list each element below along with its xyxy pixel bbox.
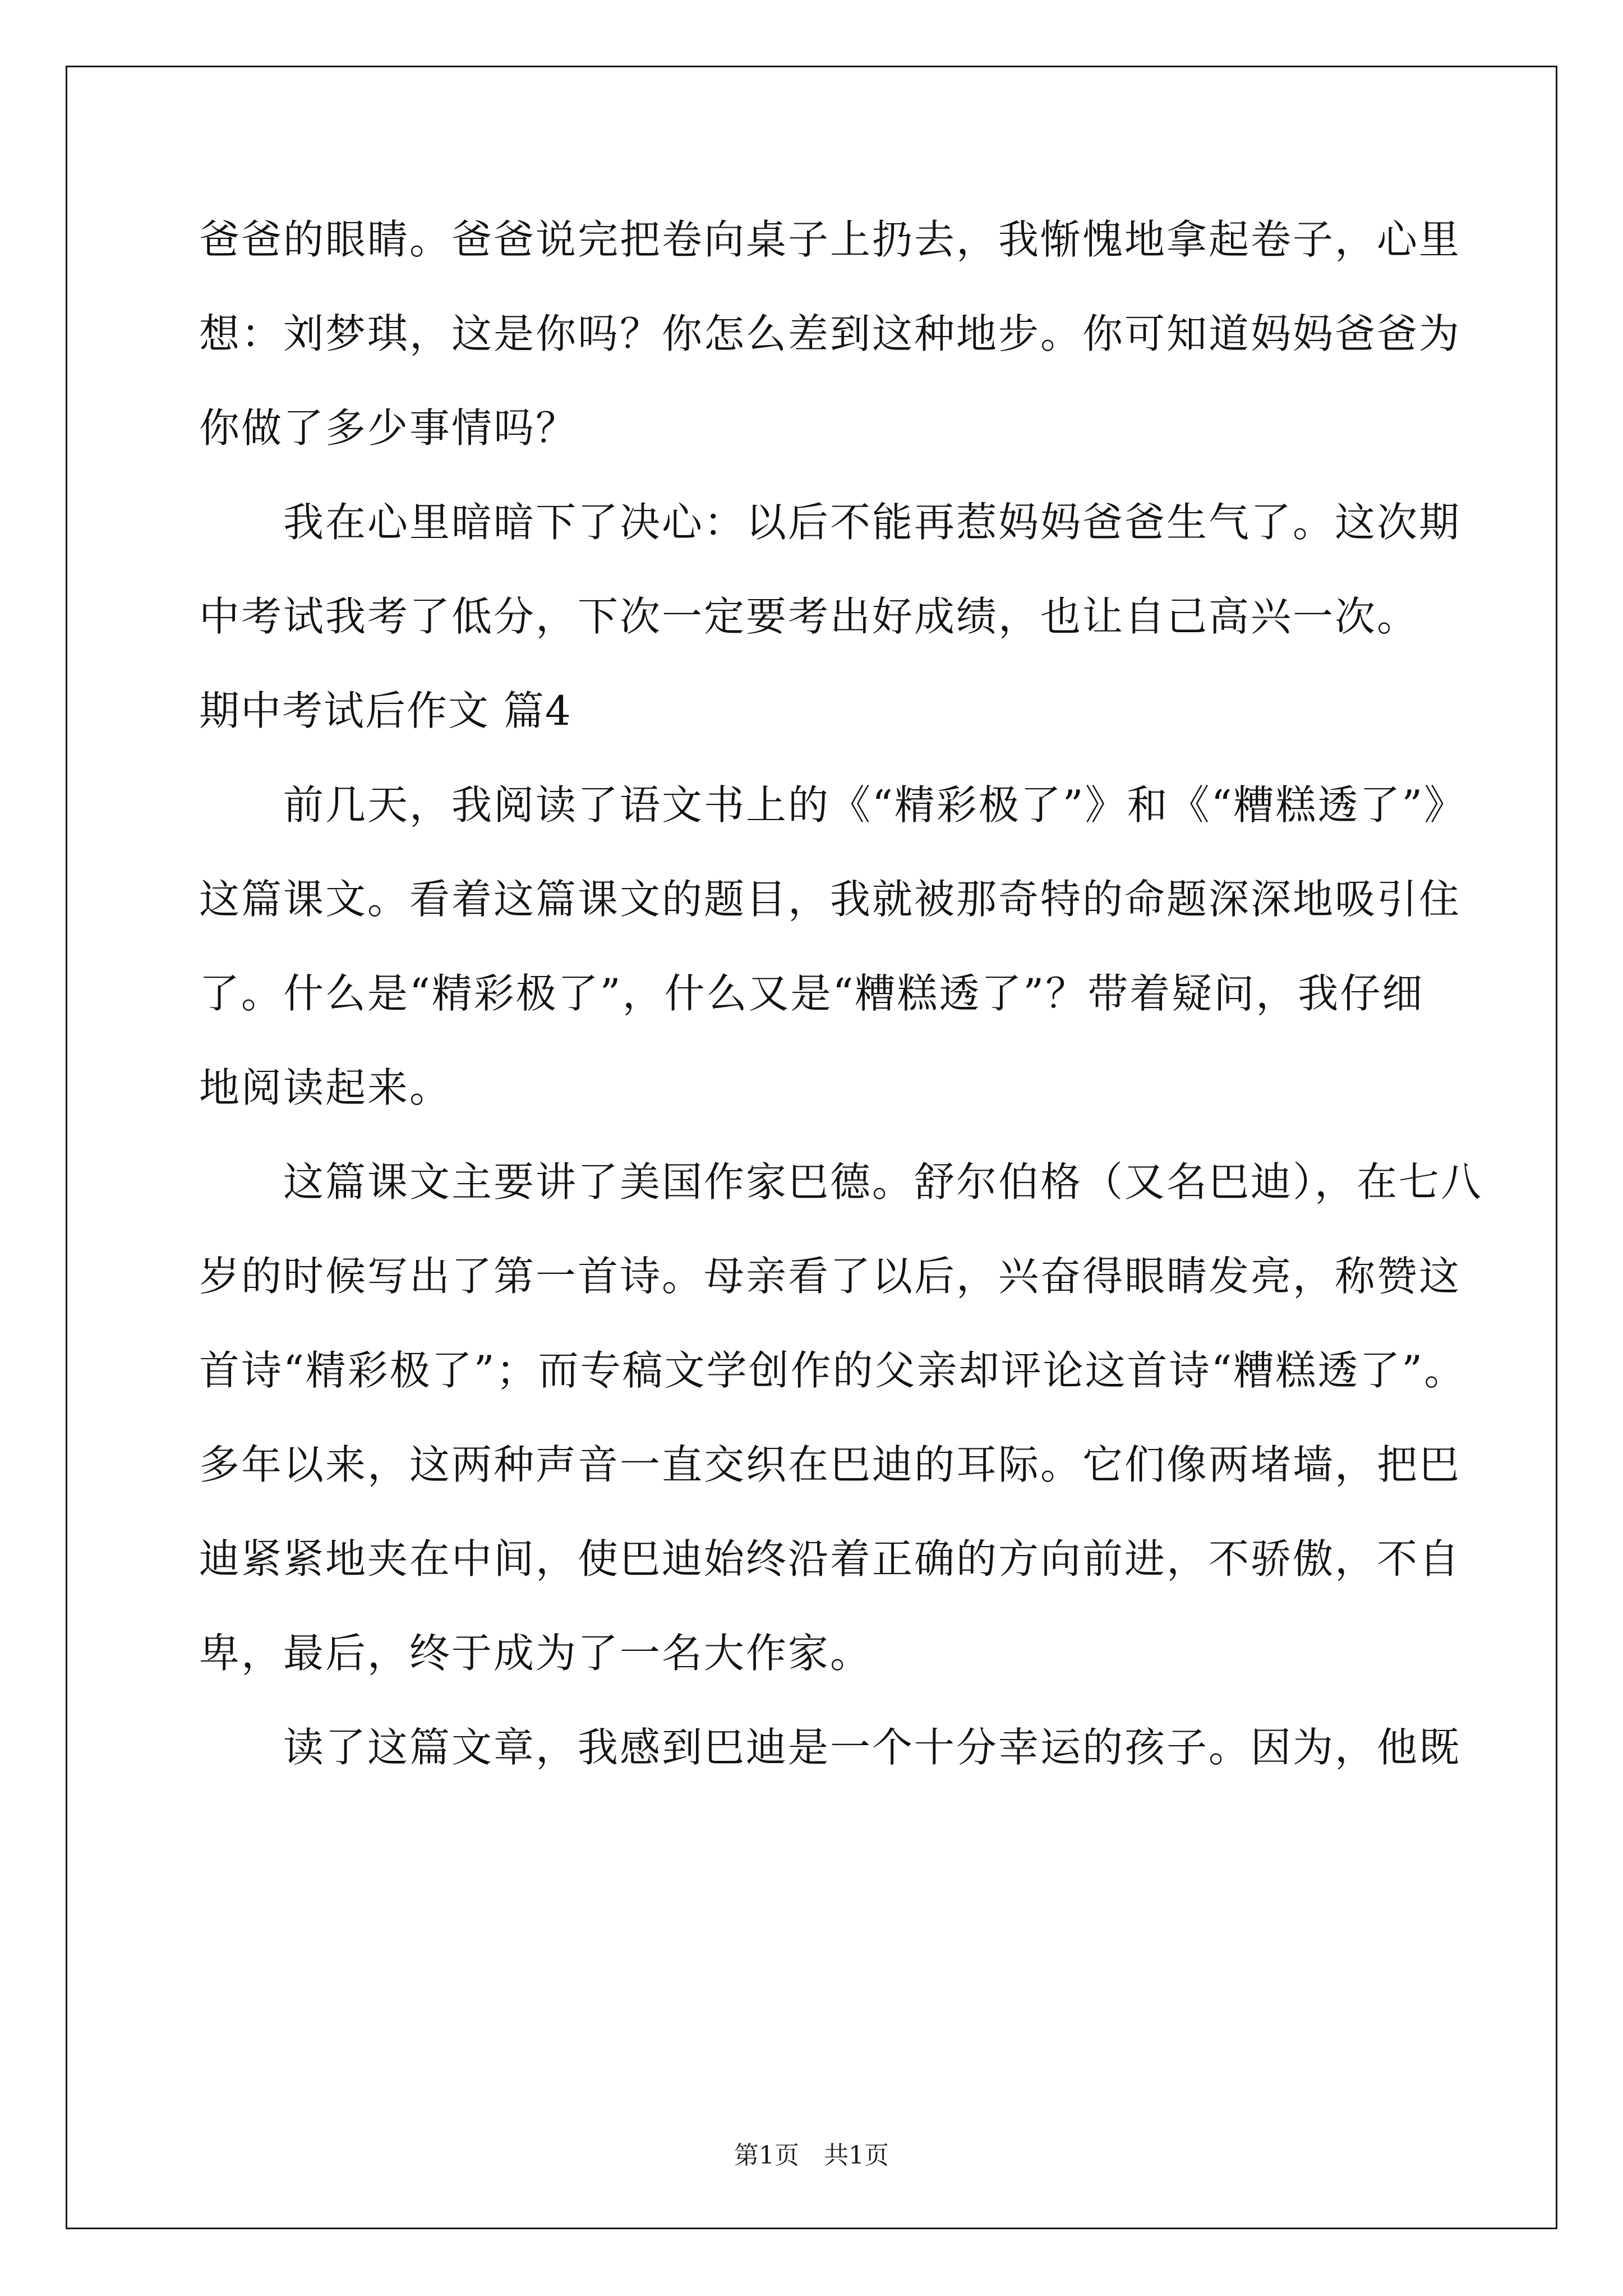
text-line: 读了这篇文章，我感到巴迪是一个十分幸运的孩子。因为，他既 — [283, 1724, 1461, 1771]
text-line: 岁的时候写出了第一首诗。母亲看了以后，兴奋得眼睛发亮，称赞这 — [199, 1253, 1461, 1300]
text-line: 卑，最后，终于成为了一名大作家。 — [199, 1630, 873, 1677]
text-line: 你做了多少事情吗？ — [199, 404, 578, 452]
text-line: 地阅读起来。 — [199, 1064, 452, 1111]
text-line: 这篇课文。看着这篇课文的题目，我就被那奇特的命题深深地吸引住 — [199, 876, 1461, 923]
text-line: 想：刘梦琪，这是你吗？你怎么差到这种地步。你可知道妈妈爸爸为 — [199, 310, 1461, 357]
text-line: 这篇课文主要讲了美国作家巴德。舒尔伯格（又名巴迪），在七八 — [283, 1158, 1483, 1205]
page-number-footer: 第1页 共1页 — [734, 2141, 889, 2170]
text-line: 我在心里暗暗下了决心：以后不能再惹妈妈爸爸生气了。这次期 — [283, 499, 1461, 546]
text-line: 前几天，我阅读了语文书上的《“精彩极了”》和《“糟糕透了”》 — [283, 781, 1467, 829]
text-line: 首诗“精彩极了”；而专稿文学创作的父亲却评论这首诗“糟糕透了”。 — [199, 1347, 1467, 1394]
text-line: 中考试我考了低分，下次一定要考出好成绩，也让自己高兴一次。 — [199, 593, 1419, 640]
text-line: 了。什么是“精彩极了”，什么又是“糟糕透了”？带着疑问，我仔细 — [199, 970, 1424, 1017]
text-line: 迪紧紧地夹在中间，使巴迪始终沿着正确的方向前进，不骄傲，不自 — [199, 1535, 1461, 1582]
document-body — [199, 214, 1483, 1773]
text-line: 多年以来，这两种声音一直交织在巴迪的耳际。它们像两堵墙，把巴 — [199, 1441, 1461, 1488]
text-line: 爸爸的眼睛。爸爸说完把卷向桌子上扔去，我惭愧地拿起卷子，心里 — [199, 216, 1461, 263]
section-heading: 期中考试后作文 篇4 — [199, 687, 572, 734]
